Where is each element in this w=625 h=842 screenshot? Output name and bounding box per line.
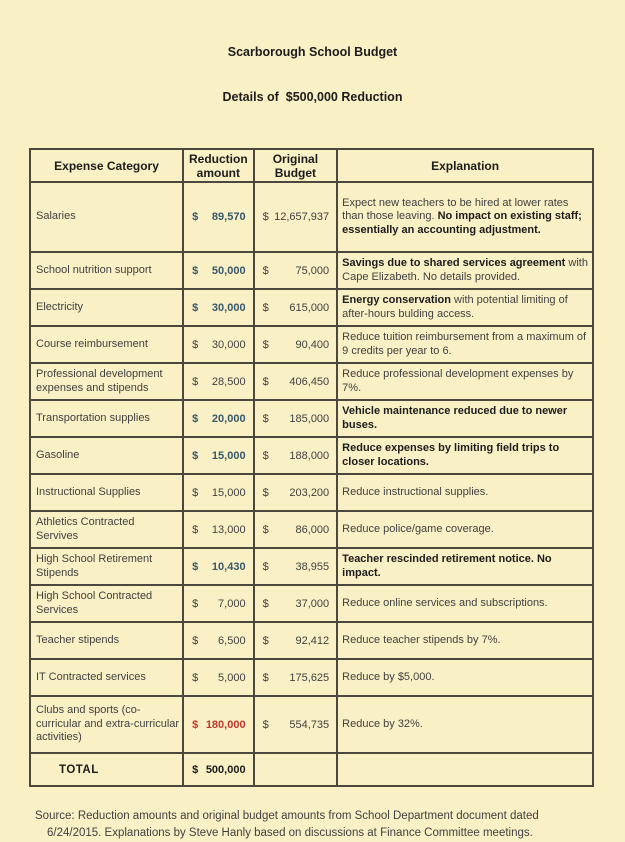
- original-budget-cell: [254, 548, 338, 585]
- currency-symbol: $: [262, 486, 269, 499]
- expense-category-cell: Professional development expenses and stipends: [30, 363, 183, 400]
- reduction-amount-value: 50,000: [211, 264, 246, 277]
- expense-category-cell: High School Retirement Stipends: [30, 548, 183, 585]
- explanation-text: Reduce by 32%.: [342, 717, 423, 730]
- currency-symbol: $: [192, 375, 199, 388]
- original-budget-value: 554,735: [289, 718, 330, 731]
- original-budget-value: 38,955: [295, 560, 330, 573]
- explanation-cell: [337, 585, 593, 622]
- explanation-text: Expect new teachers to be hired at lower rates than those leaving.: [342, 196, 569, 223]
- total-label-cell: TOTAL: [30, 753, 183, 786]
- currency-symbol: $: [262, 301, 269, 314]
- original-budget-value: 75,000: [295, 264, 330, 277]
- currency-symbol: $: [262, 211, 269, 223]
- budget-table-header: [30, 149, 593, 182]
- reduction-amount-cell: [183, 437, 254, 474]
- explanation-cell: [337, 400, 593, 437]
- source-note: [35, 808, 595, 842]
- total-reduction-cell: [183, 753, 254, 786]
- reduction-amount-value: 30,000: [211, 338, 246, 351]
- expense-category-cell: High School Contracted Services: [30, 585, 183, 622]
- total-explanation-cell: [337, 753, 593, 786]
- currency-symbol: $: [262, 523, 269, 536]
- currency-symbol: $: [192, 634, 199, 647]
- original-budget-cell: [254, 585, 338, 622]
- table-row: [30, 326, 593, 363]
- table-row: [30, 659, 593, 696]
- original-budget-value: 175,625: [289, 671, 330, 684]
- reduction-amount-cell: [183, 696, 254, 753]
- reduction-amount-value: 180,000: [205, 718, 246, 731]
- header-reduction-amount: Reduction amount: [183, 149, 254, 182]
- table-row: [30, 622, 593, 659]
- currency-symbol: $: [192, 412, 199, 425]
- currency-symbol: $: [192, 449, 199, 462]
- original-budget-cell: [254, 696, 338, 753]
- expense-category-cell: Course reimbursement: [30, 326, 183, 363]
- table-row: [30, 437, 593, 474]
- explanation-text: Energy conservation: [342, 294, 451, 306]
- currency-symbol: $: [262, 718, 269, 731]
- expense-category-cell: Salaries: [30, 182, 183, 252]
- reduction-amount-value: 10,430: [211, 560, 246, 573]
- table-row: [30, 548, 593, 585]
- original-budget-value: 188,000: [289, 449, 330, 462]
- original-budget-cell: [254, 659, 338, 696]
- expense-category-cell: Instructional Supplies: [30, 474, 183, 511]
- explanation-cell: [337, 622, 593, 659]
- reduction-amount-cell: [183, 511, 254, 548]
- table-row: [30, 696, 593, 753]
- header-explanation: Explanation: [337, 149, 593, 182]
- source-note-line1: Source: Reduction amounts and original budget amounts from School Department document dated: [35, 810, 539, 822]
- original-budget-cell: [254, 400, 338, 437]
- expense-category-cell: Teacher stipends: [30, 622, 183, 659]
- original-budget-value: 90,400: [295, 338, 330, 351]
- explanation-cell: [337, 363, 593, 400]
- explanation-cell: [337, 696, 593, 753]
- currency-symbol: $: [192, 597, 199, 610]
- table-row: [30, 182, 593, 252]
- table-row: [30, 252, 593, 289]
- currency-symbol: $: [192, 486, 199, 499]
- currency-symbol: $: [192, 523, 199, 536]
- currency-symbol: $: [262, 560, 269, 573]
- currency-symbol: $: [262, 264, 269, 277]
- original-budget-cell: [254, 622, 338, 659]
- total-reduction-value: 500,000: [205, 763, 246, 776]
- currency-symbol: $: [262, 338, 269, 351]
- expense-category-cell: Clubs and sports (co-curricular and extra-curricular activities): [30, 696, 183, 753]
- table-row: [30, 363, 593, 400]
- reduction-amount-cell: [183, 585, 254, 622]
- table-row: [30, 474, 593, 511]
- page-title-line1: Scarborough School Budget: [227, 45, 398, 59]
- currency-symbol: $: [262, 412, 269, 425]
- total-original-budget-cell: [254, 753, 338, 786]
- original-budget-cell: [254, 182, 338, 252]
- original-budget-value: 203,200: [289, 486, 330, 499]
- reduction-amount-cell: [183, 659, 254, 696]
- expense-category-cell: Athletics Contracted Servives: [30, 511, 183, 548]
- currency-symbol: $: [262, 375, 269, 388]
- explanation-text: Reduce online services and subscriptions.: [342, 596, 548, 609]
- currency-symbol: $: [262, 449, 269, 462]
- budget-table: [29, 148, 594, 787]
- reduction-amount-cell: [183, 363, 254, 400]
- explanation-text: Reduce instructional supplies.: [342, 485, 489, 498]
- explanation-text: Reduce police/game coverage.: [342, 522, 494, 535]
- explanation-cell: [337, 289, 593, 326]
- currency-symbol: $: [192, 763, 199, 776]
- source-note-line2: 6/24/2015. Explanations by Steve Hanly based on discussions at Finance Committee meetings.: [47, 827, 533, 839]
- reduction-amount-cell: [183, 252, 254, 289]
- explanation-cell: [337, 252, 593, 289]
- original-budget-cell: [254, 511, 338, 548]
- currency-symbol: $: [192, 301, 199, 314]
- expense-category-cell: Gasoline: [30, 437, 183, 474]
- original-budget-value: 406,450: [289, 375, 330, 388]
- explanation-cell: [337, 326, 593, 363]
- original-budget-cell: [254, 289, 338, 326]
- currency-symbol: $: [192, 718, 199, 731]
- reduction-amount-value: 20,000: [211, 412, 246, 425]
- page-title-line2: Details of $500,000 Reduction: [222, 90, 403, 104]
- reduction-amount-cell: [183, 182, 254, 252]
- explanation-text: Reduce professional development expenses by 7%.: [342, 368, 574, 394]
- explanation-text: Reduce by $5,000.: [342, 670, 435, 683]
- reduction-amount-cell: [183, 289, 254, 326]
- total-row: [30, 753, 593, 786]
- reduction-amount-value: 30,000: [211, 301, 246, 314]
- reduction-amount-value: 5,000: [218, 671, 246, 684]
- currency-symbol: $: [192, 560, 199, 573]
- original-budget-value: 185,000: [289, 412, 330, 425]
- reduction-amount-cell: [183, 474, 254, 511]
- table-row: [30, 585, 593, 622]
- expense-category-cell: Electricity: [30, 289, 183, 326]
- explanation-text: Savings due to shared services agreement: [342, 257, 566, 269]
- currency-symbol: $: [192, 211, 199, 223]
- reduction-amount-cell: [183, 326, 254, 363]
- explanation-text: Teacher rescinded retirement notice. No impact.: [342, 553, 552, 579]
- currency-symbol: $: [192, 338, 199, 351]
- currency-symbol: $: [192, 264, 199, 277]
- expense-category-cell: IT Contracted services: [30, 659, 183, 696]
- explanation-cell: [337, 511, 593, 548]
- explanation-cell: [337, 437, 593, 474]
- reduction-amount-value: 28,500: [211, 375, 246, 388]
- reduction-amount-cell: [183, 400, 254, 437]
- header-expense-category: Expense Category: [30, 149, 183, 182]
- explanation-text: Reduce teacher stipends by 7%.: [342, 633, 501, 646]
- reduction-amount-value: 15,000: [211, 486, 246, 499]
- explanation-cell: [337, 548, 593, 585]
- original-budget-value: 92,412: [295, 634, 330, 647]
- reduction-amount-value: 6,500: [218, 634, 246, 647]
- currency-symbol: $: [262, 634, 269, 647]
- reduction-amount-cell: [183, 622, 254, 659]
- table-row: [30, 289, 593, 326]
- header-original-budget: Original Budget: [254, 149, 338, 182]
- page-title: [0, 0, 625, 135]
- explanation-cell: [337, 182, 593, 252]
- reduction-amount-cell: [183, 548, 254, 585]
- reduction-amount-value: 7,000: [218, 597, 246, 610]
- original-budget-value: 615,000: [289, 301, 330, 314]
- expense-category-cell: School nutrition support: [30, 252, 183, 289]
- table-row: [30, 400, 593, 437]
- explanation-cell: [337, 474, 593, 511]
- currency-symbol: $: [192, 671, 199, 684]
- budget-table-body: [30, 182, 593, 786]
- explanation-text: Reduce expenses by limiting field trips to closer locations.: [342, 442, 560, 468]
- original-budget-cell: [254, 326, 338, 363]
- header-row: [30, 149, 593, 182]
- reduction-amount-value: 13,000: [211, 523, 246, 536]
- original-budget-cell: [254, 252, 338, 289]
- currency-symbol: $: [262, 597, 269, 610]
- reduction-amount-value: 89,570: [211, 211, 246, 223]
- reduction-amount-value: 15,000: [211, 449, 246, 462]
- explanation-text: Reduce tuition reimbursement from a maximum of 9 credits per year to 6.: [342, 331, 587, 357]
- table-row: [30, 511, 593, 548]
- original-budget-cell: [254, 363, 338, 400]
- explanation-cell: [337, 659, 593, 696]
- explanation-text: No impact on existing staff; essentially an accounting adjustment.: [342, 210, 582, 236]
- explanation-text: Vehicle maintenance reduced due to newer buses.: [342, 405, 568, 431]
- original-budget-cell: [254, 437, 338, 474]
- original-budget-cell: [254, 474, 338, 511]
- original-budget-value: 37,000: [295, 597, 330, 610]
- original-budget-value: 12,657,937: [274, 211, 330, 223]
- original-budget-value: 86,000: [295, 523, 330, 536]
- explanation-text: with potential limiting of after-hours bulding access.: [342, 294, 568, 320]
- currency-symbol: $: [262, 671, 269, 684]
- expense-category-cell: Transportation supplies: [30, 400, 183, 437]
- explanation-text: with Cape Elizabeth. No details provided.: [342, 257, 588, 283]
